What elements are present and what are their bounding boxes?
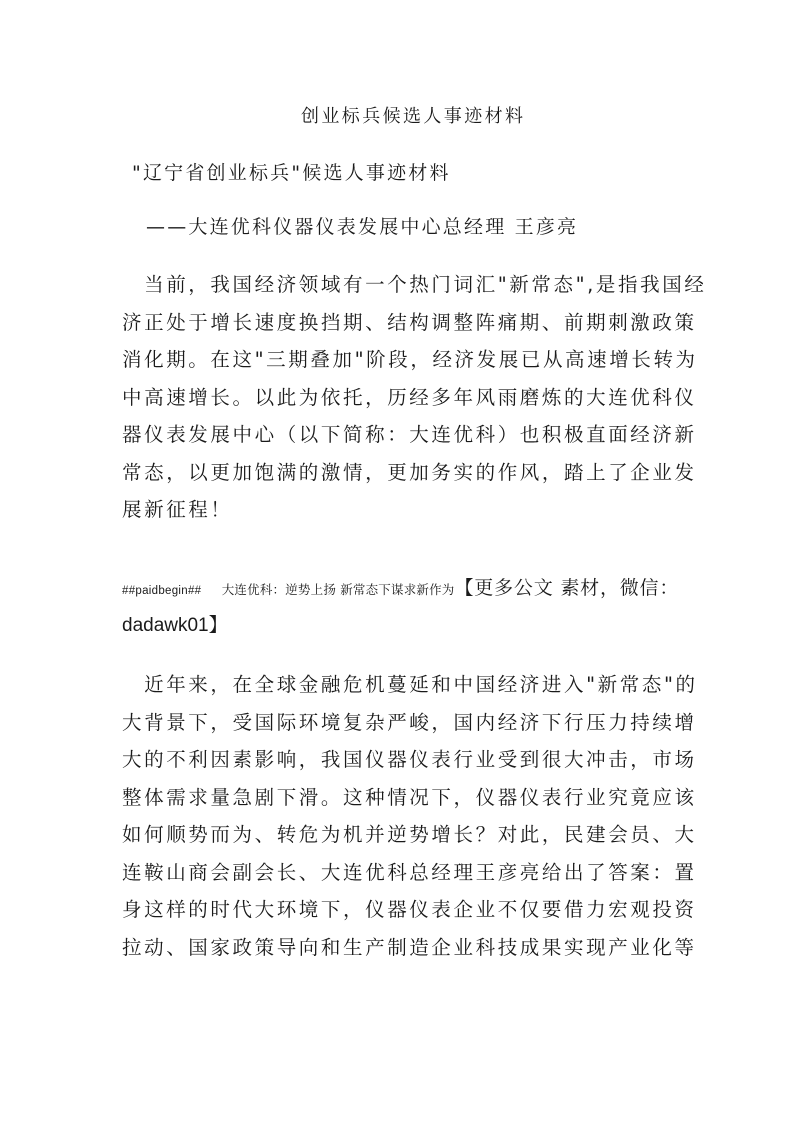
paragraph-background: [122, 666, 698, 966]
paragraph-line: 常态，以更加饱满的激情，更加务实的作风，踏上了企业发: [122, 460, 697, 484]
paragraph-line: 中高速增长。以此为依托，历经多年风雨磨炼的大连优科仪: [122, 385, 697, 409]
paragraph-line: 展新征程！: [122, 498, 233, 521]
paragraph-line: 当前，我国经济领域有一个热门词汇"新常态",是指我国经: [122, 273, 707, 296]
document-subtitle: "辽宁省创业标兵"候选人事迹材料: [132, 162, 451, 184]
paragraph-line: 连鞍山商会副会长、大连优科总经理王彦亮给出了答案：置: [122, 860, 697, 884]
document-title: 创业标兵候选人事迹材料: [301, 106, 526, 127]
author-line: ——大连优科仪器仪表发展中心总经理 王彦亮: [146, 216, 579, 238]
paragraph-line: 大背景下，受国际环境复杂严峻，国内经济下行压力持续增: [122, 710, 697, 734]
paid-marker: ##paidbegin##: [122, 585, 202, 597]
paragraph-line: 器仪表发展中心（以下简称：大连优科）也积极直面经济新: [122, 423, 697, 446]
promo-text: 【更多公文 素材，微信：: [454, 577, 680, 599]
promo-text-continued: dadawk01】: [122, 615, 228, 636]
paragraph-line: 拉动、国家政策导向和生产制造企业科技成果实现产业化等: [122, 935, 697, 959]
paragraph-line: 消化期。在这"三期叠加"阶段，经济发展已从高速增长转为: [122, 348, 698, 371]
paragraph-line: 近年来，在全球金融危机蔓延和中国经济进入"新常态"的: [122, 673, 698, 696]
paragraph-line: 济正处于增长速度换挡期、结构调整阵痛期、前期刺激政策: [122, 310, 697, 334]
paid-heading: 大连优科：逆势上扬 新常态下谋求新作为: [221, 582, 455, 597]
paragraph-line: 身这样的时代大环境下，仪器仪表企业不仅要借力宏观投资: [122, 898, 697, 921]
paragraph-line: 大的不利因素影响，我国仪器仪表行业受到很大冲击，市场: [122, 748, 697, 771]
paragraph-line: 整体需求量急剧下滑。这种情况下，仪器仪表行业究竟应该: [122, 785, 697, 809]
paid-section-line: [122, 574, 679, 605]
paragraph-line: 如何顺势而为、转危为机并逆势增长？对此，民建会员、大: [122, 823, 697, 846]
paragraph-intro: [122, 266, 707, 529]
